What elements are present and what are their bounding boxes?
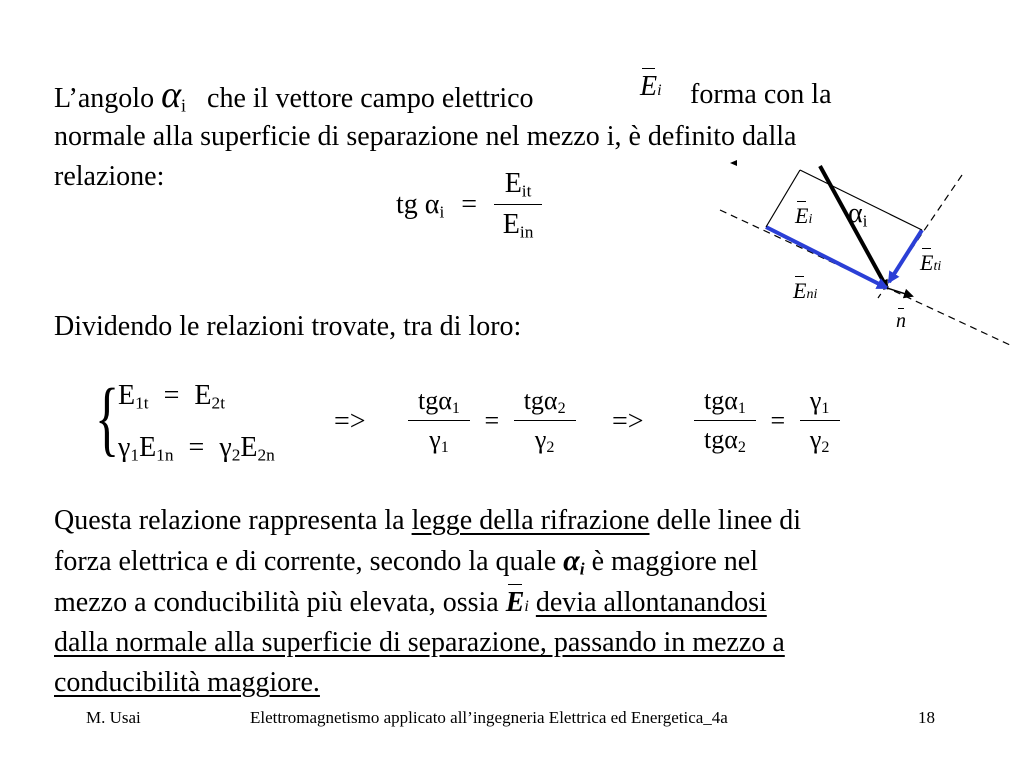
- alpha: α: [848, 198, 863, 229]
- E-vector: E: [505, 587, 525, 618]
- frac-b2: $\frac{\gamma_1}{\gamma_2}$: [800, 386, 840, 455]
- alpha-sub: i: [181, 95, 187, 116]
- fraction-equation-b: [694, 386, 840, 455]
- E-vector: E: [640, 71, 658, 102]
- paragraph-3-line-2: [54, 544, 758, 579]
- sub: ti: [933, 259, 942, 274]
- sub: 1n: [156, 445, 174, 465]
- text: forma con la: [690, 79, 832, 110]
- label-Eti: [920, 250, 941, 276]
- fraction-equation-a: [408, 386, 576, 455]
- frac-b1: $\frac{tg\alpha_1}{tg\alpha_2}$: [694, 386, 756, 455]
- paragraph-3-line-3: [54, 586, 767, 624]
- system-row-1: [118, 380, 225, 412]
- paragraph-3-line-4: dalla normale alla superficie di separazione, passando in mezzo a: [54, 627, 785, 658]
- E-sub: i: [657, 82, 662, 99]
- sub: i: [579, 559, 585, 579]
- underlined-law: legge della rifrazione: [411, 505, 650, 536]
- gamma: γ: [219, 432, 232, 463]
- text: che il vettore campo elettrico: [207, 83, 534, 114]
- paragraph-1-line-2: normale alla superficie di separazione nel mezzo i, è definito dalla: [54, 121, 797, 152]
- sub: 2t: [211, 393, 226, 413]
- sub: 1: [130, 445, 140, 465]
- frac-a2: $\frac{tg\alpha_2}{\gamma_2}$: [514, 386, 576, 455]
- E: E: [118, 380, 136, 411]
- E: E: [793, 278, 807, 303]
- tg: tg: [396, 188, 418, 220]
- equals: =: [770, 405, 786, 435]
- label-Ei: [795, 203, 812, 229]
- vector-E-inline: [640, 70, 662, 108]
- paragraph-2: Dividendo le relazioni trovate, tra di loro:: [54, 311, 522, 342]
- den: E: [502, 209, 520, 240]
- vector-n: [887, 288, 912, 296]
- vector-Eti: [889, 230, 922, 282]
- sub: ni: [806, 287, 818, 302]
- equals: =: [188, 432, 205, 463]
- fraction: [494, 168, 542, 241]
- num: E: [504, 168, 522, 199]
- equals: =: [461, 188, 478, 220]
- equation-tan-alpha: [396, 168, 542, 241]
- text: mezzo a conducibilità più elevata, ossia: [54, 587, 499, 618]
- equals: =: [484, 405, 500, 435]
- label-Eni: [793, 278, 817, 304]
- sub: i: [808, 212, 813, 227]
- sub: 1t: [135, 393, 149, 413]
- frac-a1: $\frac{tg\alpha_1}{\gamma_1}$: [408, 386, 470, 455]
- sub: 2: [231, 445, 241, 465]
- text: L’angolo: [54, 83, 155, 114]
- text: Questa relazione rappresenta la: [54, 505, 405, 536]
- brace: {: [95, 372, 120, 465]
- sub: i: [862, 211, 868, 231]
- E: E: [795, 203, 809, 228]
- refraction-diagram: [700, 150, 1024, 360]
- alpha-symbol: α: [161, 74, 182, 116]
- underlined-text: devia allontanandosi: [535, 587, 767, 618]
- alpha: α: [563, 544, 580, 577]
- sub: i: [439, 201, 445, 221]
- paragraph-3-line-5: conducibilità maggiore.: [54, 667, 320, 698]
- system-row-2: [118, 432, 275, 464]
- E: E: [240, 432, 258, 463]
- implies-arrow-2: =>: [612, 406, 644, 437]
- label-n: [896, 310, 906, 333]
- E: E: [920, 250, 934, 275]
- arrow-tip: [730, 160, 737, 166]
- paragraph-3-line-1: [54, 504, 801, 538]
- sub: i: [524, 598, 529, 615]
- E: E: [194, 380, 212, 411]
- footer-page: 18: [918, 708, 935, 727]
- alpha: α: [424, 188, 440, 220]
- paragraph-1-line-3: relazione:: [54, 161, 165, 192]
- den-sub: in: [519, 222, 534, 242]
- footer-course: Elettromagnetismo applicato all’ingegneria Elettrica ed Energetica_4a: [250, 708, 728, 727]
- equals: =: [163, 380, 180, 411]
- sub: 2n: [257, 445, 275, 465]
- text: è maggiore nel: [591, 546, 758, 577]
- E: E: [139, 432, 157, 463]
- text: delle linee di: [656, 505, 802, 536]
- num-sub: it: [521, 181, 532, 201]
- n: n: [896, 310, 906, 332]
- implies-arrow-1: =>: [334, 406, 366, 437]
- paragraph-1-line-1: [54, 74, 534, 116]
- label-alpha-i: [848, 198, 868, 230]
- gamma: γ: [118, 432, 131, 463]
- footer-author: M. Usai: [86, 708, 141, 727]
- text: forza elettrica e di corrente, secondo la quale: [54, 546, 557, 577]
